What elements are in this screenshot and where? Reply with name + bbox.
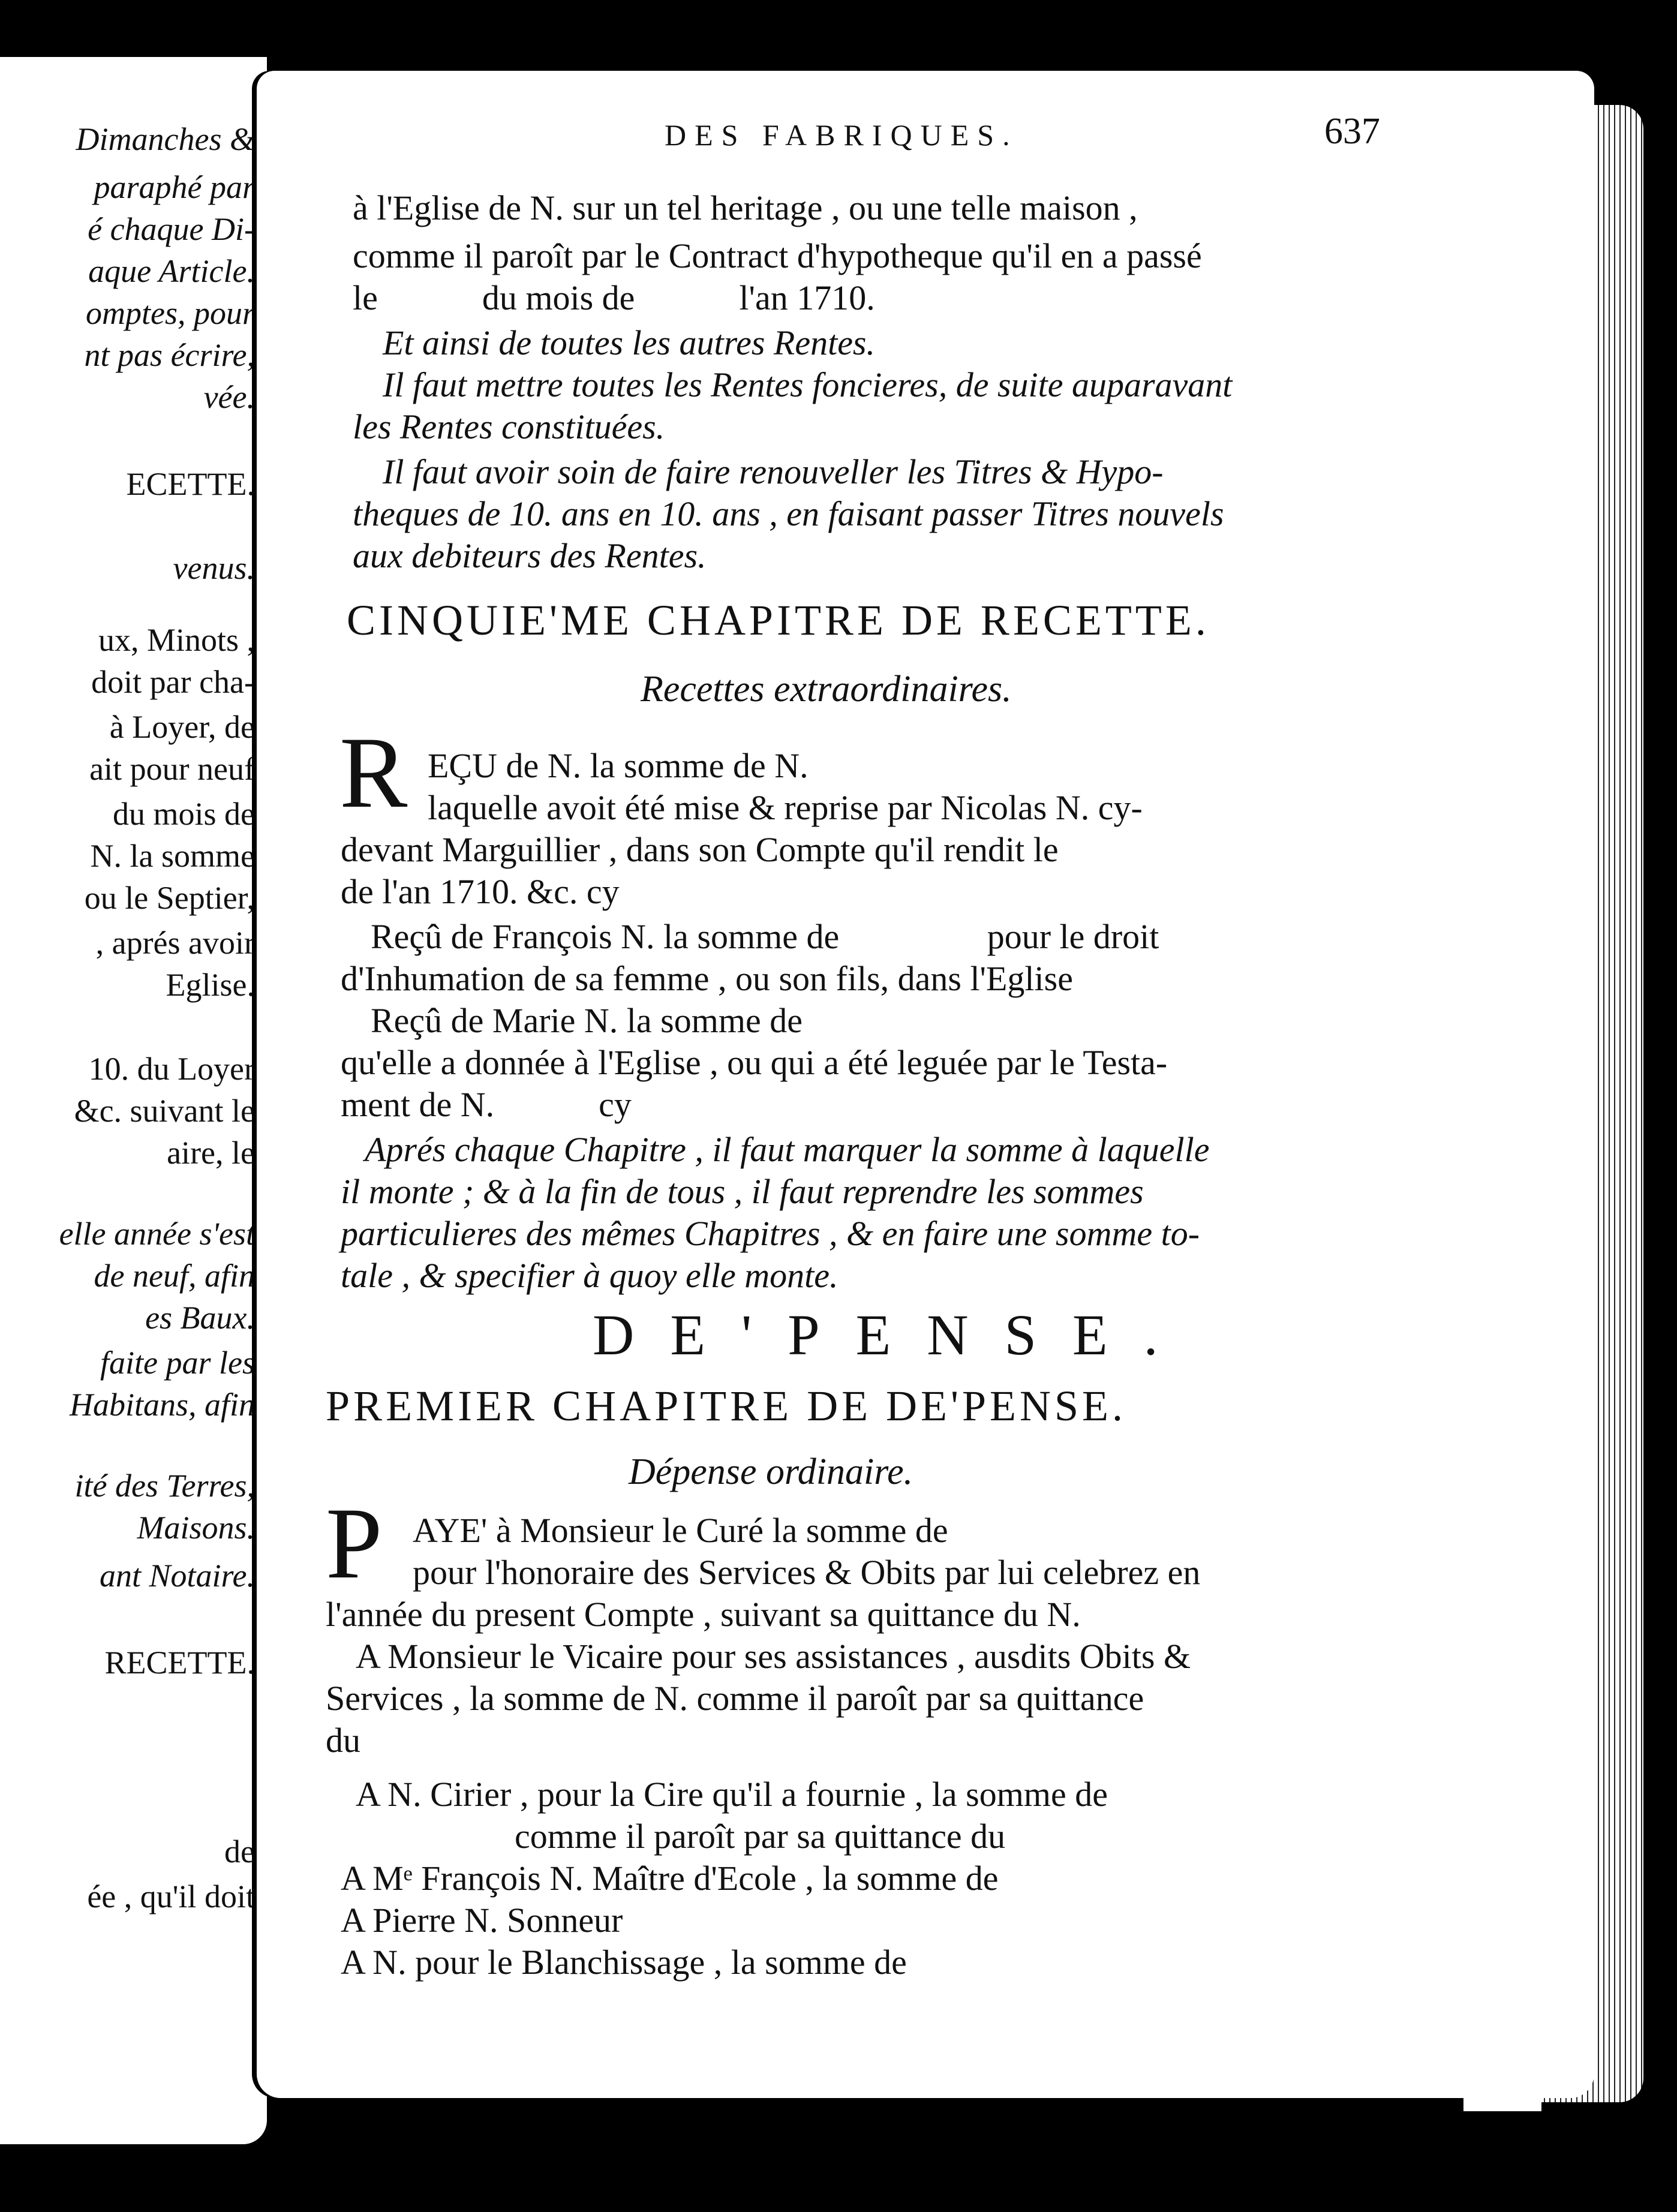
left-page-line: faite par les <box>100 1345 255 1381</box>
left-page-line: aque Article. <box>88 253 255 289</box>
body-line: Aprés chaque Chapitre , il faut marquer la somme à laquelle <box>365 1130 1210 1169</box>
body-line: EÇU de N. la somme de N. <box>428 746 809 785</box>
section-heading: DE'PENSE. <box>593 1303 1194 1367</box>
body-line: AYE' à Monsieur le Curé la somme de <box>413 1511 948 1550</box>
body-line: Reçû de François N. la somme de pour le droit <box>371 917 1159 956</box>
left-page-line: ité des Terres, <box>74 1468 255 1504</box>
left-page-line: Maisons. <box>137 1510 255 1546</box>
left-page-line: , aprés avoir <box>95 925 255 961</box>
left-page-line: de neuf, afin <box>94 1258 255 1294</box>
body-line: aux debiteurs des Rentes. <box>353 536 707 575</box>
left-page-line: elle année s'est <box>59 1216 255 1252</box>
page-number: 637 <box>1324 111 1380 152</box>
body-line: Il faut mettre toutes les Rentes foncieres, de suite auparavant <box>383 365 1233 404</box>
body-line: Et ainsi de toutes les autres Rentes. <box>383 323 876 362</box>
body-line: A N. pour le Blanchissage , la somme de <box>341 1943 907 1982</box>
body-line: laquelle avoit été mise & reprise par Nicolas N. cy- <box>428 788 1143 827</box>
left-page-line: Dimanches & <box>76 121 255 157</box>
left-page-line: Habitans, afin <box>69 1387 255 1423</box>
body-line: qu'elle a donnée à l'Eglise , ou qui a été leguée par le Testa- <box>341 1043 1168 1082</box>
body-line: theques de 10. ans en 10. ans , en faisant passer Titres nouvels <box>353 494 1224 533</box>
running-title: DES FABRIQUES. <box>665 118 1018 152</box>
body-line: Services , la somme de N. comme il paroît par sa quittance <box>326 1679 1144 1718</box>
left-page-line: paraphé par <box>94 169 255 205</box>
left-page-line: de <box>224 1834 255 1870</box>
body-line: ment de N. cy <box>341 1085 632 1124</box>
body-line: l'année du present Compte , suivant sa quittance du N. <box>326 1595 1081 1634</box>
chapter-heading: CINQUIE'ME CHAPITRE DE RECETTE. <box>347 596 1210 644</box>
left-page-line: ECETTE. <box>126 466 255 502</box>
left-page-line: ou le Septier, <box>84 880 255 916</box>
left-page-line: 10. du Loyer <box>88 1051 255 1087</box>
section-subtitle: Dépense ordinaire. <box>629 1451 913 1492</box>
dropcap: P <box>326 1487 383 1600</box>
body-line: les Rentes constituées. <box>353 407 665 446</box>
left-page-line: omptes, pour <box>86 295 255 331</box>
dropcap: R <box>339 716 408 829</box>
body-line: comme il paroît par le Contract d'hypotheque qu'il en a passé <box>353 236 1202 275</box>
left-page-line: &c. suivant le <box>74 1093 255 1129</box>
left-page-line: du mois de <box>113 796 255 832</box>
body-line: devant Marguillier , dans son Compte qu'il rendit le <box>341 830 1059 869</box>
chapter-heading: PREMIER CHAPITRE DE DE'PENSE. <box>326 1382 1127 1430</box>
body-line: Il faut avoir soin de faire renouveller les Titres & Hypo- <box>383 452 1164 491</box>
body-line: A Pierre N. Sonneur <box>341 1901 623 1940</box>
left-page-line: vée. <box>203 379 255 415</box>
section-subtitle: Recettes extraordinaires. <box>641 669 1012 710</box>
left-page-line: nt pas écrire, <box>84 337 255 373</box>
left-page-line: es Baux. <box>145 1300 255 1336</box>
body-line: A N. Cirier , pour la Cire qu'il a fournie , la somme de <box>356 1775 1108 1814</box>
left-page-line: ée , qu'il doit <box>87 1879 255 1915</box>
body-line: Reçû de Marie N. la somme de <box>371 1001 803 1040</box>
left-page-line: venus. <box>173 550 255 586</box>
body-line: de l'an 1710. &c. cy <box>341 872 620 911</box>
left-page-line: Eglise. <box>166 967 255 1003</box>
body-line: du <box>326 1721 360 1760</box>
left-page-line: ait pour neuf <box>89 751 255 787</box>
body-line: le du mois de l'an 1710. <box>353 278 875 317</box>
body-line: pour l'honoraire des Services & Obits par lui celebrez en <box>413 1553 1201 1592</box>
left-page-line: é chaque Di- <box>88 211 255 247</box>
left-page-line: N. la somme <box>90 838 255 874</box>
left-page-line: à Loyer, de <box>109 709 255 745</box>
right-page <box>257 71 1594 2098</box>
body-line: d'Inhumation de sa femme , ou son fils, dans l'Eglise <box>341 959 1073 998</box>
left-page-line: ant Notaire. <box>99 1558 255 1594</box>
body-line: comme il paroît par sa quittance du <box>515 1817 1006 1856</box>
left-page <box>0 57 267 2144</box>
body-line: A Monsieur le Vicaire pour ses assistances , ausdits Obits & <box>356 1637 1191 1676</box>
body-line: tale , & specifier à quoy elle monte. <box>341 1256 838 1295</box>
left-page-line: ux, Minots , <box>98 622 255 658</box>
left-page-line: RECETTE. <box>104 1645 255 1681</box>
left-page-line: doit par cha- <box>91 664 255 700</box>
body-line: à l'Eglise de N. sur un tel heritage , ou une telle maison , <box>353 188 1138 227</box>
body-line: il monte ; & à la fin de tous , il faut reprendre les sommes <box>341 1172 1144 1211</box>
left-page-line: aire, le <box>167 1135 255 1171</box>
body-line: particulieres des mêmes Chapitres , & en faire une somme to- <box>341 1214 1200 1253</box>
body-line: A Mᵉ François N. Maître d'Ecole , la somme de <box>341 1859 999 1898</box>
